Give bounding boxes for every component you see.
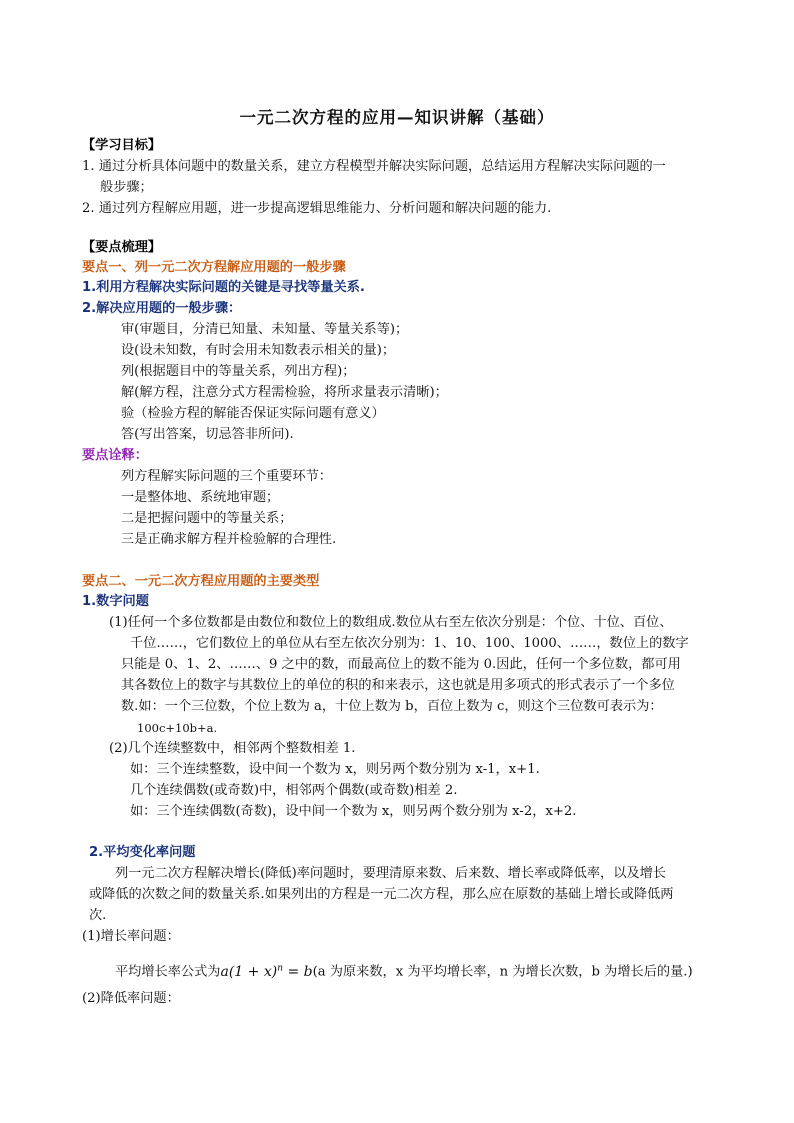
goal-item-2: 2. 通过列方程解应用题，进一步提高逻辑思维能力、分析问题和解决问题的能力. xyxy=(82,201,552,216)
formula-rhs: = b xyxy=(283,963,313,980)
digit-line-1: (1)任何一个多位数都是由数位和数位上的数组成.数位从右至左依次分别是：个位、十位、百位、 xyxy=(109,615,673,630)
learning-goals-heading: 【学习目标】 xyxy=(82,138,162,153)
consec-line-1: (2)几个连续整数中，相邻两个整数相差 1. xyxy=(109,741,356,756)
formula-prefix: 平均增长率公式为 xyxy=(115,964,221,980)
formula-base: a(1 + x) xyxy=(220,963,278,980)
note-line-3: 二是把握问题中的等量关系； xyxy=(121,511,293,526)
formula-suffix: (a 为原来数，x 为平均增长率，n 为增长次数，b 为增长后的量.) xyxy=(312,964,693,980)
rate-line-3: 次. xyxy=(89,908,107,923)
point-note-title: 要点诠释： xyxy=(82,448,148,463)
digit-line-2: 千位……，它们数位上的单位从右至左依次分别为：1、10、100、1000、……，数位上的数字 xyxy=(130,636,689,651)
goal-item-1: 1. 通过分析具体问题中的数量关系，建立方程模型并解决实际问题，总结运用方程解决实际问题的一 xyxy=(82,159,666,174)
consec-line-3: 几个连续偶数(或奇数)中，相邻两个偶数(或奇数)相差 2. xyxy=(130,783,458,798)
note-line-2: 一是整体地、系统地审题； xyxy=(121,490,280,505)
point-2-sub-1: 1.数字问题 xyxy=(82,594,149,609)
goal-item-1-cont: 般步骤； xyxy=(100,180,153,195)
digit-line-4: 其各数位上的数字与其数位上的单位的积的和来表示，这也就是用多项式的形式表示了一个多位 xyxy=(121,678,675,693)
page-title: 一元二次方程的应用—知识讲解（基础） xyxy=(239,108,555,127)
point-2-sub-2: 2.平均变化率问题 xyxy=(89,845,196,860)
formula-exponent: n xyxy=(277,963,284,973)
point-1-title: 要点一、列一元二次方程解应用题的一般步骤 xyxy=(82,260,346,275)
step-review: 审(审题目，分清已知量、未知量、等量关系等)； xyxy=(121,322,409,337)
decrease-rate-title: (2)降低率问题： xyxy=(82,991,180,1006)
step-answer: 答(写出答案，切忌答非所问). xyxy=(121,427,294,442)
rate-line-1: 列一元二次方程解决增长(降低)率问题时，要理清原来数、后来数、增长率或降低率，以及增长 xyxy=(115,866,666,881)
digit-line-5: 数.如：一个三位数，个位上数为 a，十位上数为 b，百位上数为 c，则这个三位数可表示为： xyxy=(121,699,663,714)
note-line-4: 三是正确求解方程并检验解的合理性. xyxy=(121,532,337,547)
point-1-sub-2: 2.解决应用题的一般步骤： xyxy=(82,301,242,316)
rate-line-2: 或降低的次数之间的数量关系.如果列出的方程是一元二次方程，那么应在原数的基础上增长或降低两 xyxy=(89,887,674,902)
consec-line-2: 如：三个连续整数，设中间一个数为 x，则另两个数分别为 x-1，x+1. xyxy=(130,762,540,777)
formula-expression xyxy=(221,964,313,980)
step-set: 设(设未知数，有时会用未知数表示相关的量)； xyxy=(121,343,396,358)
step-list: 列(根据题目中的等量关系，列出方程)； xyxy=(121,364,356,379)
increase-rate-title: (1)增长率问题： xyxy=(82,929,180,944)
key-points-heading: 【要点梳理】 xyxy=(82,240,162,255)
step-solve: 解(解方程，注意分式方程需检验，将所求量表示清晰)； xyxy=(121,385,448,400)
consec-line-4: 如：三个连续偶数(奇数)，设中间一个数为 x，则另两个数分别为 x-2，x+2. xyxy=(130,804,577,819)
digit-line-6: 100c+10b+a. xyxy=(137,721,218,735)
increase-rate-formula-line xyxy=(115,958,693,983)
point-1-sub-1: 1.利用方程解决实际问题的关键是寻找等量关系. xyxy=(82,280,365,295)
step-check: 验（检验方程的解能否保证实际问题有意义） xyxy=(121,406,385,421)
note-line-1: 列方程解实际问题的三个重要环节： xyxy=(121,469,332,484)
point-2-title: 要点二、一元二次方程应用题的主要类型 xyxy=(82,574,320,589)
digit-line-3: 只能是 0、1、2、……、9 之中的数，而最高位上的数不能为 0.因此，任何一个多位数，都可用 xyxy=(121,657,681,672)
